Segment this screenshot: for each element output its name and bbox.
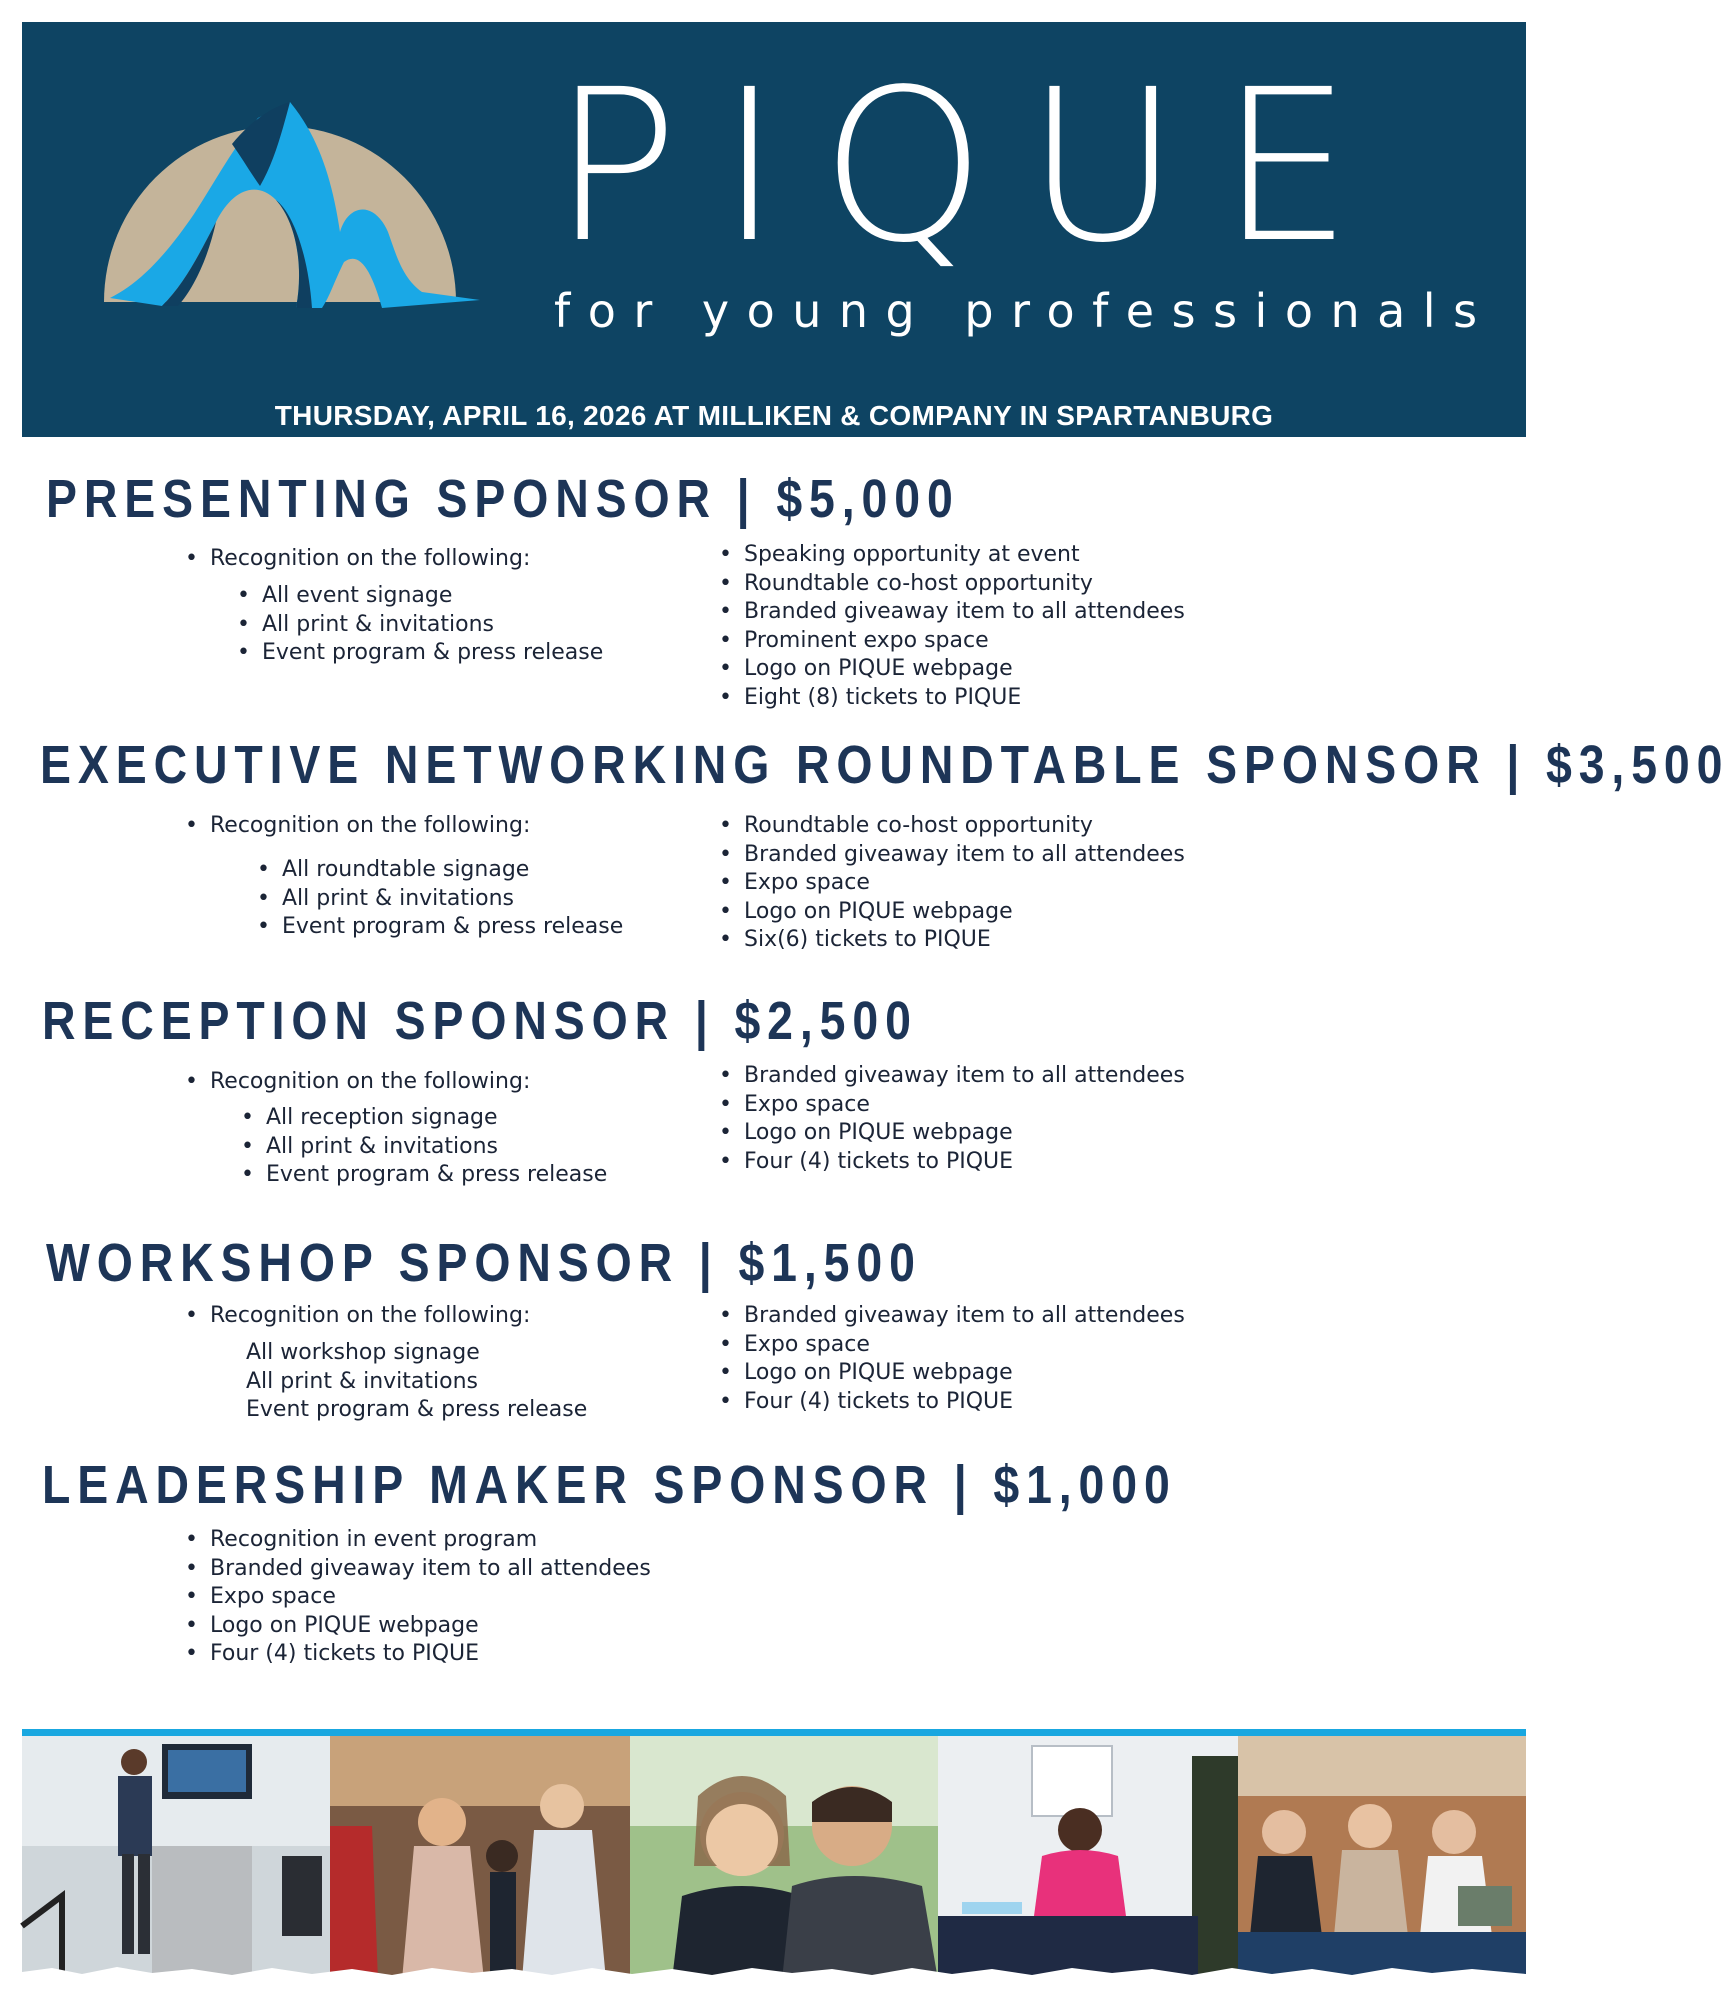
list-item: All workshop signage bbox=[246, 1340, 480, 1365]
list-item: • Recognition in event program bbox=[182, 1526, 651, 1555]
list-item: All print & invitations bbox=[246, 1368, 478, 1394]
list-item: • Roundtable co-host opportunity bbox=[716, 570, 1185, 599]
tier-heading-executive-roundtable: EXECUTIVE NETWORKING ROUNDTABLE SPONSOR | $3,500 bbox=[40, 735, 1729, 795]
tier-executive-right-list bbox=[716, 812, 1185, 955]
list-item: • Logo on PIQUE webpage bbox=[182, 1612, 651, 1641]
header-banner bbox=[22, 22, 1526, 437]
event-date-location: THURSDAY, APRIL 16, 2026 AT MILLIKEN & COMPANY IN SPARTANBURG bbox=[274, 400, 1274, 431]
tier-heading-leadership-maker: LEADERSHIP MAKER SPONSOR | $1,000 bbox=[42, 1455, 1177, 1515]
list-item: • Expo space bbox=[182, 1583, 651, 1612]
list-item: • Branded giveaway item to all attendees bbox=[716, 1062, 1185, 1091]
tier-heading-reception: RECEPTION SPONSOR | $2,500 bbox=[42, 991, 918, 1051]
photo-networking bbox=[330, 1736, 630, 1980]
list-item: • All reception signage bbox=[238, 1104, 607, 1133]
brand-tagline: for young professionals bbox=[554, 284, 1495, 338]
list-item: • Event program & press release bbox=[234, 639, 603, 668]
brand-title: PIQUE bbox=[552, 44, 1393, 289]
photo-expo-table bbox=[938, 1736, 1238, 1980]
list-item: • Four (4) tickets to PIQUE bbox=[716, 1148, 1185, 1177]
tier-presenting-right-list bbox=[716, 541, 1185, 712]
list-item: • All roundtable signage bbox=[254, 856, 623, 885]
list-item: • Recognition on the following: bbox=[182, 1302, 530, 1331]
list-item: • Expo space bbox=[716, 1331, 1185, 1360]
list-item: • Logo on PIQUE webpage bbox=[716, 1359, 1185, 1388]
photo-strip-accent-bar bbox=[22, 1729, 1526, 1736]
list-item: • Branded giveaway item to all attendees bbox=[716, 1302, 1185, 1331]
list-item: • Recognition on the following: bbox=[182, 545, 530, 574]
tier-presenting-left-list bbox=[182, 545, 530, 574]
photo-duo bbox=[630, 1736, 938, 1980]
list-item: • Prominent expo space bbox=[716, 627, 1185, 656]
list-item: • Expo space bbox=[716, 1091, 1185, 1120]
list-item: • All event signage bbox=[234, 582, 603, 611]
list-item: • Logo on PIQUE webpage bbox=[716, 655, 1185, 684]
list-item: • All print & invitations bbox=[254, 885, 623, 914]
tier-reception-left-list bbox=[182, 1068, 530, 1097]
event-photo-strip bbox=[22, 1736, 1526, 1980]
list-item: • All print & invitations bbox=[234, 611, 603, 640]
list-item: • Roundtable co-host opportunity bbox=[716, 812, 1185, 841]
list-item: • All print & invitations bbox=[238, 1133, 607, 1162]
tier-heading-workshop: WORKSHOP SPONSOR | $1,500 bbox=[46, 1233, 922, 1293]
list-item: • Branded giveaway item to all attendees bbox=[716, 598, 1185, 627]
tier-leadership-list bbox=[182, 1526, 651, 1669]
tier-heading-presenting: PRESENTING SPONSOR | $5,000 bbox=[46, 469, 960, 529]
list-item: • Logo on PIQUE webpage bbox=[716, 1119, 1185, 1148]
list-item: • Event program & press release bbox=[254, 913, 623, 942]
pique-arch-logo bbox=[82, 82, 502, 342]
photo-team-table bbox=[1238, 1736, 1526, 1980]
tier-executive-sub-list bbox=[254, 856, 623, 942]
list-item: • Recognition on the following: bbox=[182, 812, 530, 841]
tier-workshop-left-list bbox=[182, 1302, 530, 1331]
list-item: • Six(6) tickets to PIQUE bbox=[716, 926, 1185, 955]
tier-presenting-sub-list bbox=[234, 582, 603, 668]
list-item: • Speaking opportunity at event bbox=[716, 541, 1185, 570]
tier-reception-sub-list bbox=[238, 1104, 607, 1190]
list-item: • Four (4) tickets to PIQUE bbox=[716, 1388, 1185, 1417]
list-item: • Branded giveaway item to all attendees bbox=[716, 841, 1185, 870]
list-item: • Recognition on the following: bbox=[182, 1068, 530, 1097]
list-item: • Eight (8) tickets to PIQUE bbox=[716, 684, 1185, 713]
list-item: • Branded giveaway item to all attendees bbox=[182, 1555, 651, 1584]
photo-speaker bbox=[22, 1736, 330, 1980]
list-item: • Four (4) tickets to PIQUE bbox=[182, 1640, 651, 1669]
tier-workshop-sub-list bbox=[246, 1339, 587, 1425]
list-item: • Expo space bbox=[716, 869, 1185, 898]
tier-workshop-right-list bbox=[716, 1302, 1185, 1416]
list-item: Event program & press release bbox=[246, 1397, 588, 1422]
list-item: • Event program & press release bbox=[238, 1161, 607, 1190]
list-item: • Logo on PIQUE webpage bbox=[716, 898, 1185, 927]
tier-reception-right-list bbox=[716, 1062, 1185, 1176]
tier-executive-left-list bbox=[182, 812, 530, 841]
